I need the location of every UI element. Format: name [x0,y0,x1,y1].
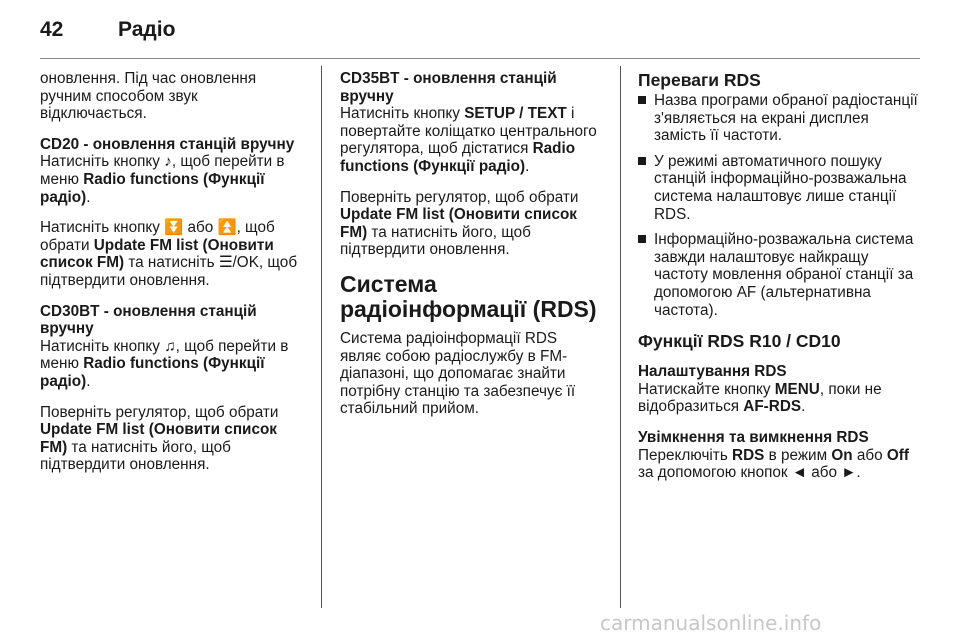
cd20-title: CD20 - оновлення станцій вручну [40,135,295,153]
column-1 [40,70,306,487]
advantages-title: Переваги RDS [638,70,761,90]
toggle-paragraph [638,447,920,482]
text-run: Поверніть регулятор, щоб обрати [40,403,279,421]
text-run: або [852,446,887,464]
watermark: carmanualsonline.info [600,611,822,635]
toggle-title: Увімкнення та вимкнення RDS [638,428,869,446]
text-run: Натисніть кнопку [340,105,465,123]
square-bullet-icon [638,235,646,243]
text-run: або [183,219,218,237]
option-on: On [831,446,853,464]
text-run: Натискайте кнопку [638,380,775,398]
functions-title: Функції RDS R10 / CD10 [638,331,841,352]
text-run: , щоб перейти в меню [40,337,289,373]
list-item-text: Інформаційно-розважальна система завжди налаштовує найкращу частоту мовлення обраної станції за допомогою AF (альтернативна частота). [654,231,914,319]
square-bullet-icon [638,157,646,165]
menu-ok-icon: ☰ [218,254,233,272]
page-header [40,18,920,48]
column-divider-2 [620,66,621,608]
menu-name: Radio functions (Функції радіо) [340,140,576,175]
cd30-paragraph-1 [40,338,306,391]
list-item-text: Назва програми обраної радіостанції з'являється на екрані дисплея замість її частоти. [654,92,918,145]
text-run: за допомогою кнопок ◄ або ►. [638,464,861,482]
music-note-icon: ♪ [164,153,172,171]
setup-title: Налаштування RDS [638,363,787,381]
menu-name: Radio functions (Функції радіо) [40,170,265,206]
cd20-paragraph-1 [40,153,306,206]
text-run: , щоб перейти в меню [40,153,285,188]
text-run: Натисніть кнопку [40,337,165,355]
text-run: Натисніть кнопку [40,219,165,237]
text-run: в режим [764,446,832,464]
seek-down-icon: ⏬ [164,219,184,237]
column-2 [340,70,602,431]
cd35-title: CD35BT - оновлення станцій вручну [340,70,557,105]
menu-item: AF-RDS [743,398,802,416]
text-run: і повертайте коліщатко центрального регулятора, щоб дістатися [340,105,597,158]
header-divider [40,58,920,59]
column-3 [638,70,920,495]
rds-description: Система радіоінформації RDS являє собою радіослужбу в FM-діапазоні, що допомагає знайти потрібну станцію та забезпечує її стабільний прийом. [340,329,576,418]
music-notes-icon: ♫ [164,337,176,355]
intro-paragraph: оновлення. Під час оновлення ручним способом звук відключається. [40,70,257,123]
text-run: . [525,157,530,175]
key-name: SETUP / TEXT [464,105,567,123]
rds-heading: Система радіоінформації (RDS) [340,270,597,322]
list-item-text: У режимі автоматичного пошуку станцій інформаційно-розважальна система налаштовує лише станції RDS. [654,152,907,223]
text-run: , поки не відобразиться [638,380,882,416]
list-item [638,153,920,223]
text-run: . [86,372,91,390]
cd35-paragraph-2 [340,189,602,259]
text-run: та натисніть його, щоб підтвердити оновлення. [40,438,231,474]
text-run: . [86,188,91,206]
setup-paragraph [638,381,920,416]
text-run: Натисніть кнопку [40,153,165,171]
cd30-title: CD30BT - оновлення станцій вручну [40,302,257,338]
text-run: та натисніть його, щоб підтвердити оновлення. [340,223,531,259]
cd35-paragraph-1 [340,105,602,175]
text-run: Переключіть [638,446,733,464]
text-run: /OK, щоб підтвердити оновлення. [40,254,298,289]
page-number: 42 [40,18,64,41]
menu-item: Update FM list (Оновити список FM) [40,421,277,456]
advantages-list [638,92,920,319]
text-run: Поверніть регулятор, щоб обрати [340,188,579,206]
menu-name: Radio functions (Функції радіо) [40,355,265,390]
text-run: та натисніть [124,254,219,272]
section-title: Радіо [118,18,176,41]
menu-item: Update FM list (Оновити список FM) [340,206,577,241]
text-run: . [801,398,806,416]
key-name: RDS [732,446,765,464]
column-divider-1 [321,66,322,608]
cd30-paragraph-2 [40,404,306,474]
square-bullet-icon [638,96,646,104]
option-off: Off [886,446,909,464]
key-name: MENU [774,380,820,398]
seek-up-icon: ⏫ [217,219,237,237]
list-item [638,231,920,319]
cd20-paragraph-2 [40,219,306,289]
list-item [638,92,920,145]
menu-item: Update FM list (Оновити список FM) [40,236,274,272]
text-run: , щоб обрати [40,219,275,254]
